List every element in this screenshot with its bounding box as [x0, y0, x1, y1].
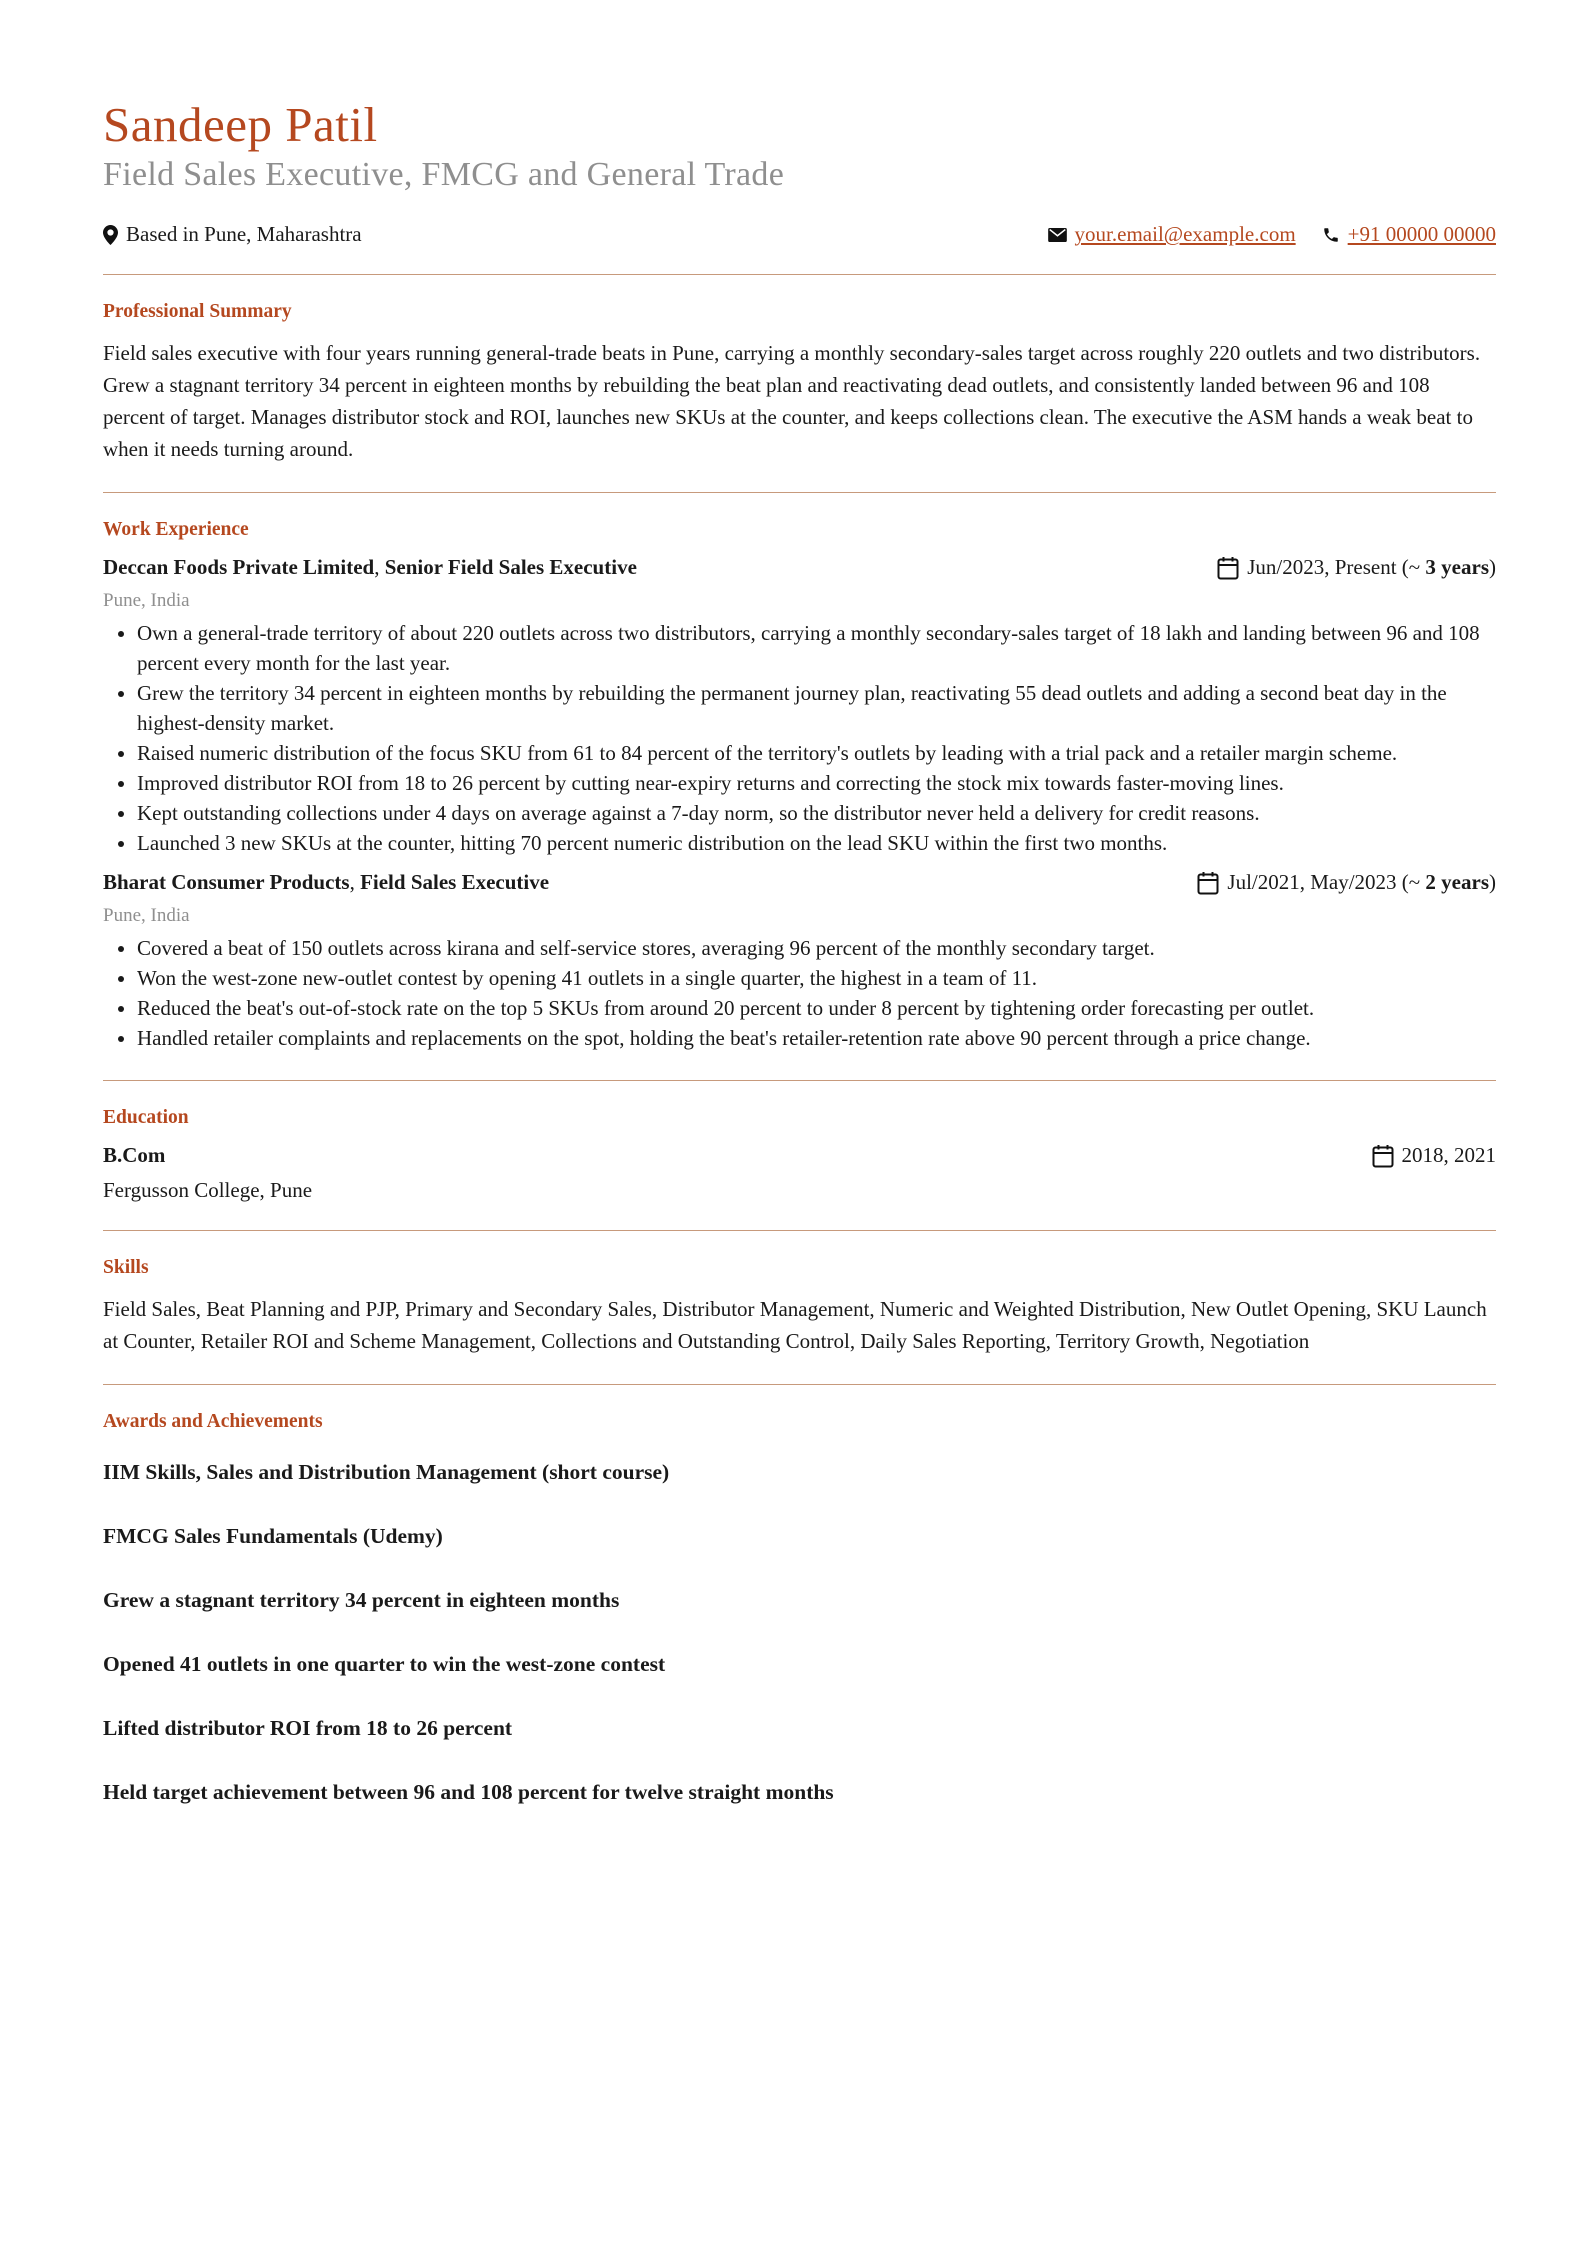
- job-bullet: • Own a general-trade territory of about 220 outlets across two distributors, carrying a monthly secondary-sales target of 18 lakh and landing between 96 and 108 percent every month for the last year.: [137, 618, 1496, 678]
- job-bullets: [103, 933, 1496, 1053]
- job-duration: 3 years: [1425, 555, 1489, 580]
- education-dates: 2018, 2021: [1372, 1143, 1497, 1168]
- job-company: Bharat Consumer Products: [103, 870, 350, 895]
- award-item: Opened 41 outlets in one quarter to win the west-zone contest: [103, 1652, 666, 1677]
- calendar-icon: [1372, 1144, 1394, 1168]
- job-title: Deccan Foods Private Limited, Senior Field Sales Executive: [103, 555, 637, 580]
- award-item: Lifted distributor ROI from 18 to 26 percent: [103, 1716, 513, 1741]
- award-item: Grew a stagnant territory 34 percent in eighteen months: [103, 1588, 620, 1613]
- job-role: Senior Field Sales Executive: [384, 555, 637, 580]
- education-header: [103, 1143, 1496, 1168]
- job-bullet: • Improved distributor ROI from 18 to 26 percent by cutting near-expiry returns and correcting the stock mix towards faster-moving lines.: [137, 768, 1496, 798]
- job-bullet: • Raised numeric distribution of the focus SKU from 61 to 84 percent of the territory's outlets by leading with a trial pack and a retailer margin scheme.: [137, 738, 1496, 768]
- contact-bar: [103, 222, 1496, 247]
- job-duration: 2 years: [1425, 870, 1489, 895]
- section-title-summary: Professional Summary: [103, 301, 292, 323]
- job-entry: [103, 870, 1496, 1053]
- section-title-awards: Awards and Achievements: [103, 1411, 323, 1433]
- summary-section: [103, 275, 1496, 465]
- section-title-skills: Skills: [103, 1257, 149, 1279]
- job-dates: Jun/2023, Present (~ 3 years): [1217, 555, 1496, 580]
- award-item: IIM Skills, Sales and Distribution Management (short course): [103, 1460, 670, 1485]
- candidate-name: Sandeep Patil: [103, 97, 378, 152]
- location-item: [103, 222, 362, 247]
- award-item: FMCG Sales Fundamentals (Udemy): [103, 1524, 443, 1549]
- envelope-icon: [1048, 228, 1067, 242]
- skills-text: Field Sales, Beat Planning and PJP, Primary and Secondary Sales, Distributor Management, Numeric and Weighted Distribution, New Outlet Opening, SKU Launch at Counter, Retailer ROI and Scheme Management, Collections and Outstanding Control, Daily Sales Reporting, Territory Growth, Negotiation: [103, 1297, 1487, 1354]
- phone-item[interactable]: [1322, 222, 1496, 247]
- experience-section: [103, 493, 1496, 1053]
- email-item[interactable]: [1048, 222, 1296, 247]
- phone-link[interactable]: +91 00000 00000: [1347, 222, 1496, 247]
- job-header: [103, 870, 1496, 895]
- calendar-icon: [1197, 871, 1219, 895]
- job-dates: Jul/2021, May/2023 (~ 2 years): [1197, 870, 1496, 895]
- job-location: Pune, India: [103, 905, 190, 927]
- job-header: [103, 555, 1496, 580]
- email-link[interactable]: your.email@example.com: [1074, 222, 1296, 247]
- job-company: Deccan Foods Private Limited: [103, 555, 375, 580]
- section-title-education: Education: [103, 1107, 189, 1129]
- job-role: Field Sales Executive: [360, 870, 550, 895]
- map-pin-icon: [103, 225, 118, 245]
- award-item: Held target achievement between 96 and 108 percent for twelve straight months: [103, 1780, 834, 1805]
- job-title: Bharat Consumer Products, Field Sales Executive: [103, 870, 550, 895]
- job-bullet: • Launched 3 new SKUs at the counter, hitting 70 percent numeric distribution on the lead SKU within the first two months.: [137, 828, 1496, 858]
- candidate-headline: Field Sales Executive, FMCG and General Trade: [103, 155, 785, 193]
- education-degree: B.Com: [103, 1143, 166, 1168]
- job-bullets: [103, 618, 1496, 858]
- skills-section: [103, 1231, 1496, 1357]
- education-section: [103, 1081, 1496, 1203]
- summary-text: Field sales executive with four years running general-trade beats in Pune, carrying a monthly secondary-sales target across roughly 220 outlets and two distributors. Grew a stagnant territory 34 percent in eighteen months by rebuilding the beat plan and reactivating dead outlets, and consistently landed between 96 and 108 percent of target. Manages distributor stock and ROI, launches new SKUs at the counter, and keeps collections clean. The executive the ASM hands a weak beat to when it needs turning around.: [103, 341, 1481, 462]
- job-bullet: • Won the west-zone new-outlet contest by opening 41 outlets in a single quarter, the highest in a team of 11.: [137, 963, 1496, 993]
- awards-section: [103, 1385, 1496, 1803]
- job-bullet: • Handled retailer complaints and replacements on the spot, holding the beat's retailer-retention rate above 90 percent through a price change.: [137, 1023, 1496, 1053]
- phone-icon: [1322, 226, 1340, 244]
- job-bullet: • Covered a beat of 150 outlets across kirana and self-service stores, averaging 96 percent of the monthly secondary target.: [137, 933, 1496, 963]
- education-school: Fergusson College, Pune: [103, 1178, 313, 1203]
- section-title-experience: Work Experience: [103, 519, 249, 541]
- job-bullet: • Kept outstanding collections under 4 days on average against a 7-day norm, so the distributor never held a delivery for credit reasons.: [137, 798, 1496, 828]
- calendar-icon: [1217, 556, 1239, 580]
- job-entry: [103, 555, 1496, 858]
- location-text: Based in Pune, Maharashtra: [126, 222, 362, 247]
- job-location: Pune, India: [103, 590, 190, 612]
- job-bullet: • Grew the territory 34 percent in eighteen months by rebuilding the permanent journey plan, reactivating 55 dead outlets and adding a second beat day in the highest-density market.: [137, 678, 1496, 738]
- job-bullet: • Reduced the beat's out-of-stock rate on the top 5 SKUs from around 20 percent to under 8 percent by tightening order forecasting per outlet.: [137, 993, 1496, 1023]
